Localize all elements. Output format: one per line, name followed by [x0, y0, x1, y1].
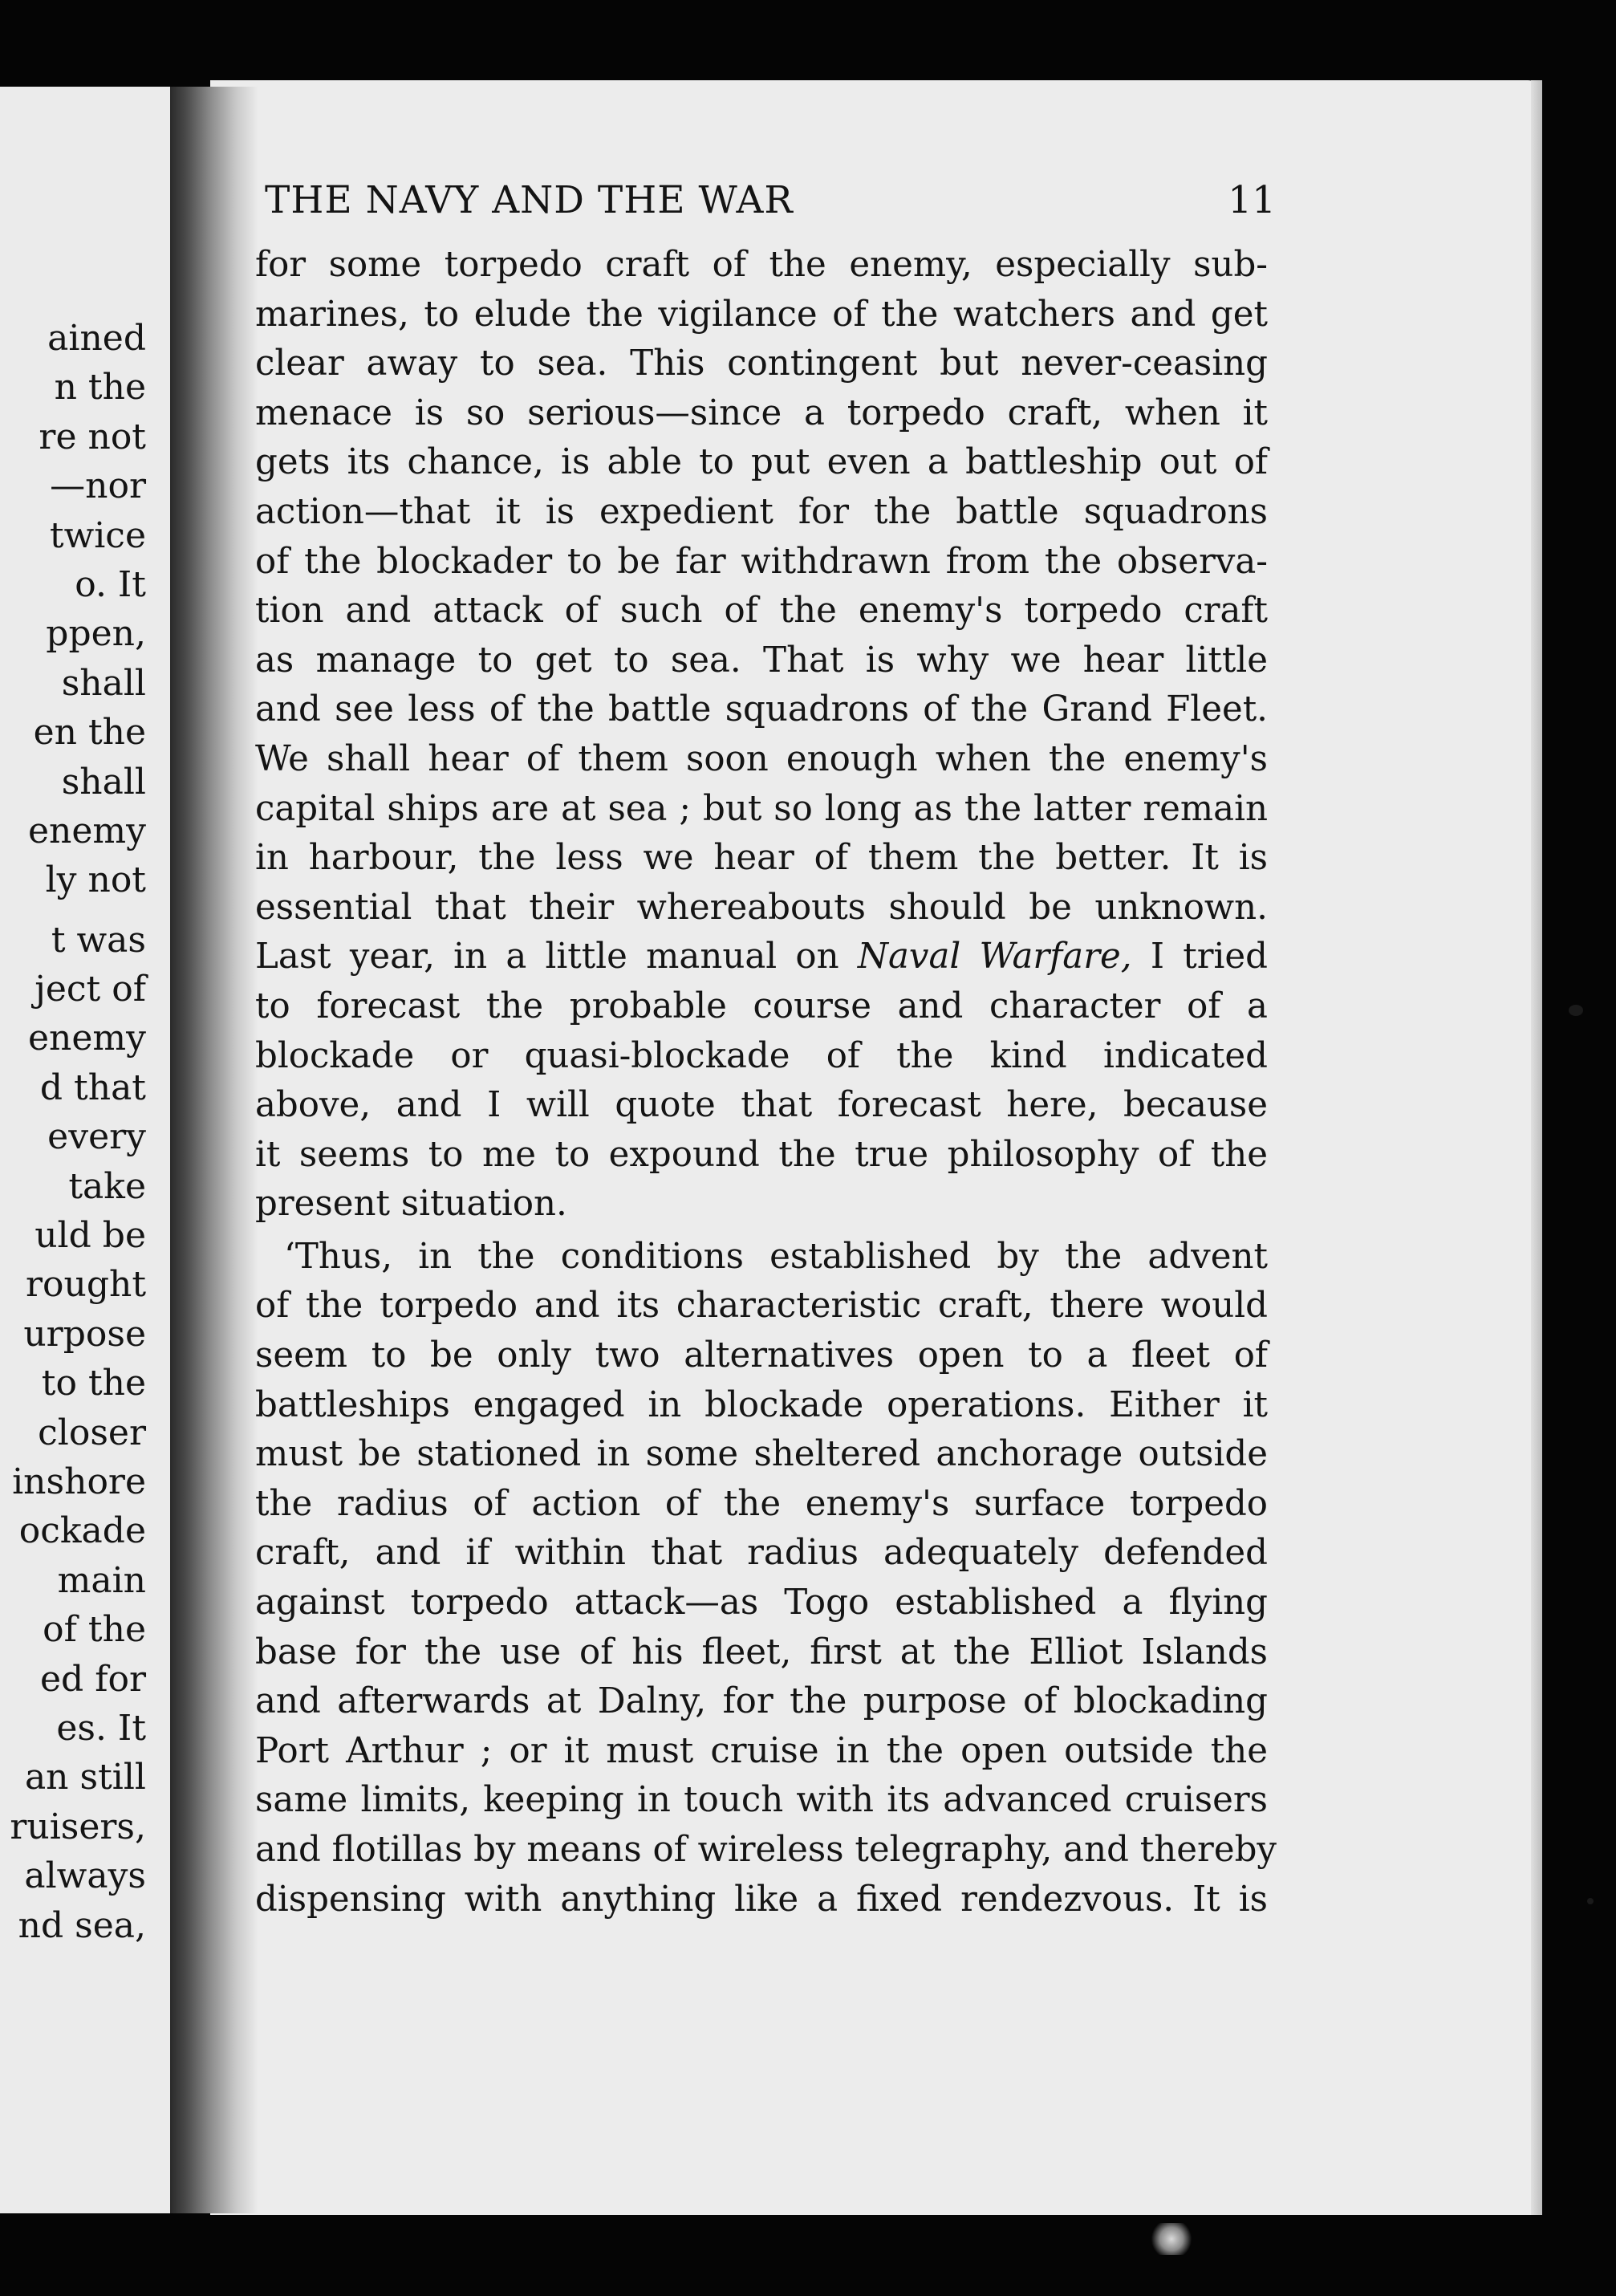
left-fragment-line: —nor: [50, 465, 146, 507]
left-fragment-line: to the: [41, 1363, 146, 1404]
left-fragment-line: ruisers,: [10, 1806, 146, 1847]
text-line: for some torpedo craft of the enemy, especially sub-: [255, 245, 1268, 285]
scan-speck: [1569, 1005, 1583, 1016]
left-fragment-line: enemy: [28, 810, 146, 851]
left-fragment-line: main: [57, 1559, 146, 1601]
text-line: battleships engaged in blockade operations. Either it: [255, 1384, 1268, 1425]
text-line: of the blockader to be far withdrawn from the observa-: [255, 541, 1268, 582]
left-fragment-line: ockade: [18, 1510, 146, 1552]
left-fragment-line: o. It: [75, 563, 146, 605]
text-line: menace is so serious—since a torpedo craft, when it: [255, 392, 1268, 433]
left-page-text-fragments: [10, 314, 146, 1950]
left-fragment-line: re not: [39, 416, 146, 457]
text-line: against torpedo attack—as Togo established a flying: [255, 1583, 1268, 1623]
text-line: and flotillas by means of wireless telegraphy, and thereby: [255, 1830, 1277, 1870]
left-fragment-line: t was: [51, 919, 146, 961]
page-number: 11: [1228, 178, 1276, 222]
left-fragment-line: always: [24, 1855, 146, 1897]
text-line: as manage to get to sea. That is why we hear little: [255, 640, 1268, 681]
text-line: and afterwards at Dalny, for the purpose of blockading: [255, 1681, 1268, 1722]
text-line: Port Arthur ; or it must cruise in the open outside the: [255, 1730, 1268, 1771]
text-line: We shall hear of them soon enough when the enemy's: [255, 738, 1268, 779]
left-fragment-line: inshore: [12, 1461, 146, 1502]
text-line-quote-start: ‘Thus, in the conditions established by the advent: [284, 1236, 1268, 1277]
left-fragment-line: rought: [25, 1264, 146, 1306]
left-fragment-line: es. It: [56, 1707, 146, 1749]
text-line: in harbour, the less we hear of them the better. It is: [255, 838, 1268, 879]
left-fragment-line: every: [47, 1116, 146, 1158]
running-head-title: THE NAVY AND THE WAR: [265, 178, 794, 222]
left-fragment-line: urpose: [23, 1313, 146, 1355]
text-line: above, and I will quote that forecast here, because: [255, 1085, 1268, 1126]
left-fragment-line: shall: [61, 662, 146, 704]
left-fragment-line: of the: [43, 1609, 146, 1651]
scan-speck: [1587, 1898, 1594, 1904]
text-segment: Last year, in a little manual on: [255, 937, 839, 977]
text-line: dispensing with anything like a fixed rendezvous. It is: [255, 1879, 1268, 1920]
text-line: it seems to me to expound the true philosophy of the: [255, 1134, 1268, 1175]
scan-artifact: [1147, 2223, 1196, 2255]
left-fragment-line: en the: [33, 712, 146, 754]
text-line: action—that it is expedient for the battle squadrons: [255, 491, 1268, 532]
text-line: present situation.: [255, 1184, 567, 1225]
left-fragment-line: ly not: [45, 859, 146, 901]
text-segment: I tried: [1150, 937, 1268, 977]
text-line: the radius of action of the enemy's surface torpedo: [255, 1483, 1268, 1524]
book-gutter-shadow: [170, 87, 258, 2213]
left-fragment-line: closer: [38, 1412, 146, 1453]
left-fragment-line: ained: [47, 318, 146, 359]
text-line: tion and attack of such of the enemy's torpedo craft: [255, 591, 1268, 632]
left-fragment-line: ed for: [40, 1658, 146, 1700]
text-line: blockade or quasi-blockade of the kind indicated: [255, 1035, 1268, 1076]
text-line: gets its chance, is able to put even a battleship out of: [255, 442, 1268, 483]
left-fragment-line: uld be: [35, 1215, 146, 1257]
left-fragment-line: take: [68, 1165, 146, 1207]
running-head: [265, 178, 1276, 234]
book-title-italic: Naval Warfare,: [857, 937, 1132, 977]
left-fragment-line: n the: [54, 367, 146, 408]
left-fragment-line: d that: [39, 1067, 146, 1108]
left-fragment-line: ppen,: [46, 613, 146, 655]
paragraph-gap: [10, 905, 146, 916]
left-facing-page: [0, 87, 170, 2213]
text-line: essential that their whereabouts should be unknown.: [255, 887, 1268, 928]
text-line: same limits, keeping in touch with its advanced cruisers: [255, 1780, 1268, 1821]
left-fragment-line: shall: [61, 761, 146, 803]
text-line: to forecast the probable course and character of a: [255, 985, 1268, 1026]
body-text: [255, 241, 1277, 1924]
text-line: seem to be only two alternatives open to a fleet of: [255, 1335, 1268, 1376]
text-line: marines, to elude the vigilance of the watchers and get: [255, 294, 1268, 335]
left-fragment-line: nd sea,: [18, 1904, 146, 1946]
left-fragment-line: enemy: [28, 1018, 146, 1059]
text-line: of the torpedo and its characteristic craft, there would: [255, 1286, 1268, 1327]
left-fragment-line: ject of: [35, 969, 146, 1010]
text-line: craft, and if within that radius adequately defended: [255, 1533, 1268, 1574]
text-line: clear away to sea. This contingent but never-ceasing: [255, 343, 1268, 384]
left-fragment-line: an still: [24, 1757, 146, 1798]
text-line: capital ships are at sea ; but so long as the latter remain: [255, 788, 1268, 829]
text-line: and see less of the battle squadrons of the Grand Fleet.: [255, 689, 1268, 730]
text-line: base for the use of his fleet, first at the Elliot Islands: [255, 1632, 1268, 1672]
text-line: must be stationed in some sheltered anchorage outside: [255, 1434, 1268, 1475]
left-fragment-line: twice: [49, 514, 146, 556]
text-line-with-italic-title: [255, 933, 1268, 982]
